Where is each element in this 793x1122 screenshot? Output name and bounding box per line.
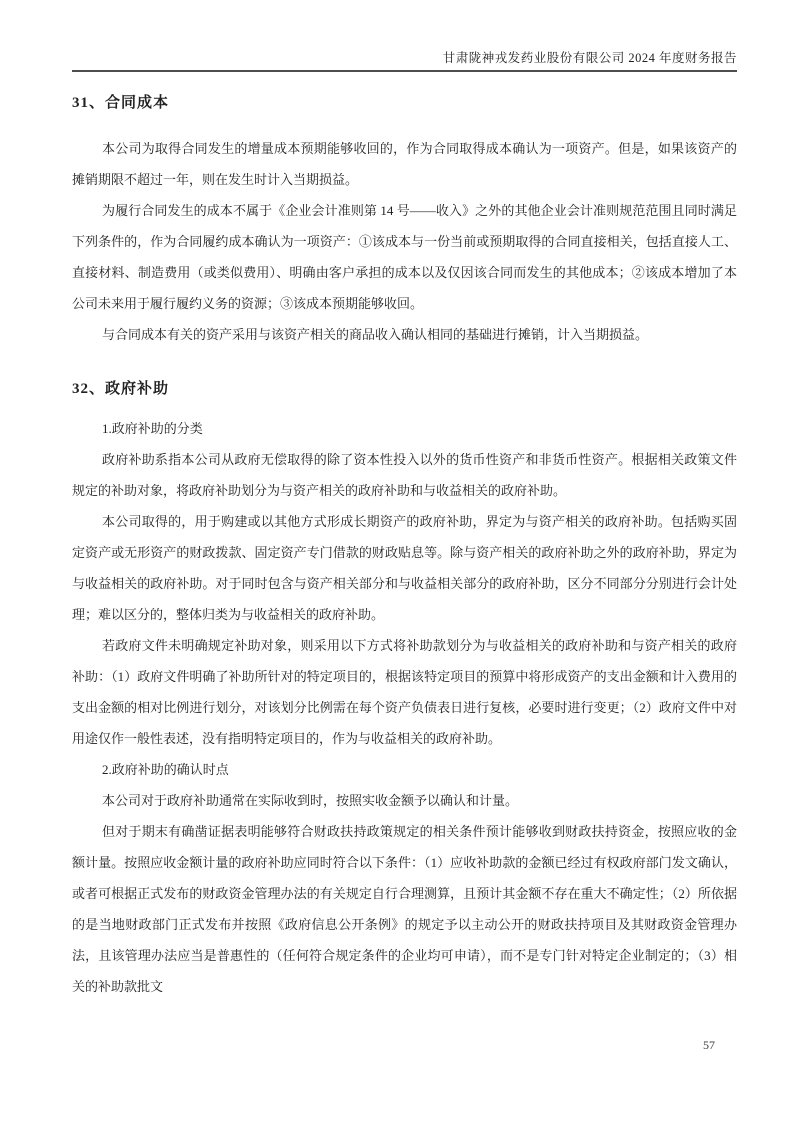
page-number: 57 xyxy=(703,1038,715,1052)
paragraph: 与合同成本有关的资产采用与该资产相关的商品收入确认相同的基础进行摊销，计入当期损益。 xyxy=(102,327,649,342)
sub-item-heading: 2.政府补助的确认时点 xyxy=(102,762,229,777)
page-footer xyxy=(703,1038,715,1053)
paragraph: 若政府文件未明确规定补助对象，则采用以下方式将补助款划分为与收益相关的政府补助和与资产相关的政府补助：（1）政府文件明确了补助所针对的特定项目的，根据该特定项目的预算中将形成资产的支出金额和计入费用的支出金额的相对比例进行划分，对该划分比例需在每个资产负债表日进行复核，必要时进行变更；（2）政府文件中对用途仅作一般性表述，没有指明特定项目的，作为与收益相关的政府补助。 xyxy=(72,638,737,746)
page-header xyxy=(72,0,737,72)
paragraph: 本公司取得的，用于购建或以其他方式形成长期资产的政府补助，界定为与资产相关的政府补助。包括购买固定资产或无形资产的财政拨款、固定资产专门借款的财政贴息等。除与资产相关的政府补助之外的政府补助，界定为与收益相关的政府补助。对于同时包含与资产相关部分和与收益相关部分的政府补助，区分不同部分分别进行会计处理；难以区分的，整体归类为与收益相关的政府补助。 xyxy=(72,514,737,622)
paragraph: 本公司对于政府补助通常在实际收到时，按照实收金额予以确认和计量。 xyxy=(102,793,519,808)
paragraph: 为履行合同发生的成本不属于《企业会计准则第 14 号——收入》之外的其他企业会计准则规范范围且同时满足下列条件的，作为合同履约成本确认为一项资产：①该成本与一份当前或预期取得的合同直接相关，包括直接人工、直接材料、制造费用（或类似费用）、明确由客户承担的成本以及仅因该合同而发生的其他成本；②该成本增加了本公司未来用于履行履约义务的资源；③该成本预期能够收回。 xyxy=(72,203,737,311)
section-contract-cost xyxy=(72,91,737,350)
sub-item-heading: 1.政府补助的分类 xyxy=(102,421,203,436)
paragraph: 但对于期末有确凿证据表明能够符合财政扶持政策规定的相关条件预计能够收到财政扶持资金，按照应收的金额计量。按照应收金额计量的政府补助应同时符合以下条件：（1）应收补助款的金额已经过有权政府部门发文确认，或者可根据正式发布的财政资金管理办法的有关规定自行合理测算，且预计其金额不存在重大不确定性；（2）所依据的是当地财政部门正式发布并按照《政府信息公开条例》的规定予以主动公开的财政扶持项目及其财政资金管理办法，且该管理办法应当是普惠性的（任何符合规定条件的企业均可申请），而不是专门针对特定企业制定的；（3）相关的补助款批文 xyxy=(72,824,737,994)
section-heading-32: 32、政府补助 xyxy=(72,381,170,397)
section-government-grants xyxy=(72,377,737,1002)
paragraph: 政府补助系指本公司从政府无偿取得的除了资本性投入以外的货币性资产和非货币性资产。根据相关政策文件规定的补助对象，将政府补助划分为与资产相关的政府补助和与收益相关的政府补助。 xyxy=(72,452,737,498)
page-content xyxy=(72,0,737,1002)
header-title: 甘肃陇神戎发药业股份有限公司 2024 年度财务报告 xyxy=(442,51,737,65)
paragraph: 本公司为取得合同发生的增量成本预期能够收回的，作为合同取得成本确认为一项资产。但是，如果该资产的摊销期限不超过一年，则在发生时计入当期损益。 xyxy=(72,141,737,187)
section-heading-31: 31、合同成本 xyxy=(72,95,170,111)
